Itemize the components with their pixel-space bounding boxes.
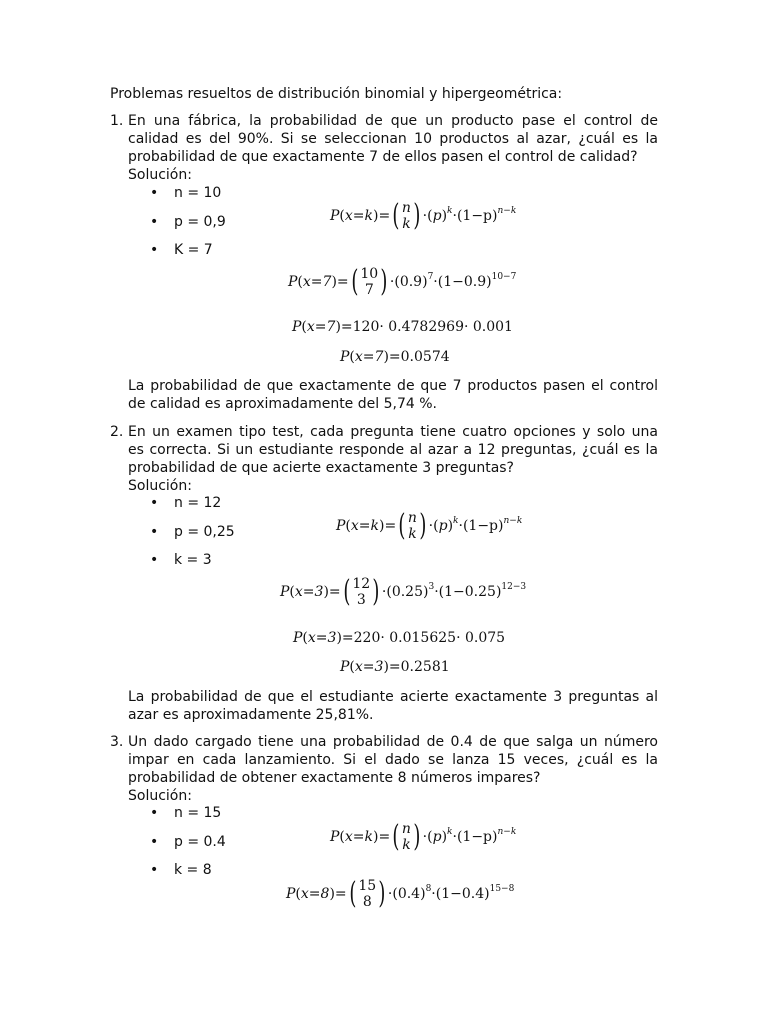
- bullet-dot-icon: •: [150, 805, 159, 821]
- bullet-dot-icon: •: [150, 495, 159, 511]
- formula-step-2: P(x=7)=120· 0.4782969· 0.001: [292, 319, 513, 335]
- bullet-dot-icon: •: [150, 834, 159, 850]
- bullet-item: [150, 804, 221, 822]
- problem-number: 3.: [110, 734, 124, 750]
- conclusion-line: azar es aproximadamente 25,81%.: [128, 707, 374, 723]
- bullet-text: p = 0.4: [174, 834, 226, 850]
- problem-2: [110, 423, 658, 495]
- conclusion-2: [110, 688, 658, 724]
- bullet-dot-icon: •: [150, 862, 159, 878]
- conclusion-line: de calidad es aproximadamente del 5,74 %.: [128, 396, 437, 412]
- problem-statement: [128, 423, 658, 477]
- bullet-item: [150, 494, 221, 512]
- conclusion-line: La probabilidad de que el estudiante acierte exactamente 3 preguntas al: [128, 689, 658, 705]
- bullet-item: [150, 551, 212, 569]
- statement-line: probabilidad de que exactamente 7 de ellos pasen el control de calidad?: [128, 149, 638, 165]
- document-heading: Problemas resueltos de distribución binomial y hipergeométrica:: [110, 86, 563, 102]
- bullet-text: p = 0,9: [174, 214, 226, 230]
- general-formula: P(x=k)=( n k ) $\cdot(p)^k\cdot(1-p)^{n-k}$: [330, 819, 517, 854]
- statement-line: probabilidad de obtener exactamente 8 números impares?: [128, 770, 541, 786]
- bullet-dot-icon: •: [150, 524, 159, 540]
- formula-step-3: P(x=7)=0.0574: [340, 349, 450, 365]
- bullet-text: p = 0,25: [174, 524, 235, 540]
- conclusion-1: [110, 377, 658, 413]
- bullet-item: [150, 241, 213, 259]
- formula-step-1: P(x=8)=( 15 8 ) $\cdot(0.4)^8\cdot(1-0.4)^{15-8}$: [286, 876, 515, 911]
- bullet-text: n = 15: [174, 805, 222, 821]
- bullet-text: n = 12: [174, 495, 222, 511]
- bullet-dot-icon: •: [150, 242, 159, 258]
- problem-3: [110, 733, 658, 805]
- bullet-text: k = 3: [174, 552, 212, 568]
- formula-step-2: P(x=3)=220· 0.015625· 0.075: [293, 630, 506, 646]
- bullet-item: [150, 861, 212, 879]
- bullet-item: [150, 523, 235, 541]
- solution-label: Solución:: [128, 167, 192, 183]
- statement-line: En un examen tipo test, cada pregunta tiene cuatro opciones y solo una: [128, 424, 658, 440]
- statement-line: es correcta. Si un estudiante responde al azar a 12 preguntas, ¿cuál es la: [128, 442, 658, 458]
- bullet-item: [150, 184, 221, 202]
- statement-line: En una fábrica, la probabilidad de que un producto pase el control de: [128, 113, 658, 129]
- problem-statement: [128, 112, 658, 166]
- general-formula: P(x=k)=( n k ) $\cdot(p)^k\cdot(1-p)^{n-k}$: [336, 508, 523, 543]
- statement-line: impar en cada lanzamiento. Si el dado se lanza 15 veces, ¿cuál es la: [128, 752, 658, 768]
- problem-number: 1.: [110, 113, 124, 129]
- conclusion-line: La probabilidad de que exactamente de que 7 productos pasen el control: [128, 378, 658, 394]
- formula-step-1: P(x=3)=( 12 3 ) $\cdot(0.25)^3\cdot(1-0.25)^{12-3}$: [280, 574, 527, 609]
- solution-label: Solución:: [128, 788, 192, 804]
- bullet-dot-icon: •: [150, 552, 159, 568]
- bullet-text: K = 7: [174, 242, 213, 258]
- general-formula: P(x=k)=( n k ) $\cdot(p)^k\cdot(1-p)^{n-k}$: [330, 198, 517, 233]
- problem-number: 2.: [110, 424, 124, 440]
- bullet-item: [150, 833, 226, 851]
- statement-line: probabilidad de que acierte exactamente 3 preguntas?: [128, 460, 514, 476]
- problem-statement: [128, 733, 658, 787]
- bullet-text: k = 8: [174, 862, 212, 878]
- statement-line: calidad es del 90%. Si se seleccionan 10 productos al azar, ¿cuál es la: [128, 131, 658, 147]
- bullet-dot-icon: •: [150, 214, 159, 230]
- bullet-dot-icon: •: [150, 185, 159, 201]
- bullet-item: [150, 213, 226, 231]
- formula-step-3: P(x=3)=0.2581: [340, 659, 450, 675]
- problem-1: [110, 112, 658, 184]
- bullet-text: n = 10: [174, 185, 222, 201]
- statement-line: Un dado cargado tiene una probabilidad de 0.4 de que salga un número: [128, 734, 658, 750]
- solution-label: Solución:: [128, 478, 192, 494]
- formula-step-1: P(x=7)=( 10 7 ) $\cdot(0.9)^7\cdot(1-0.9)^{10-7}$: [288, 264, 517, 299]
